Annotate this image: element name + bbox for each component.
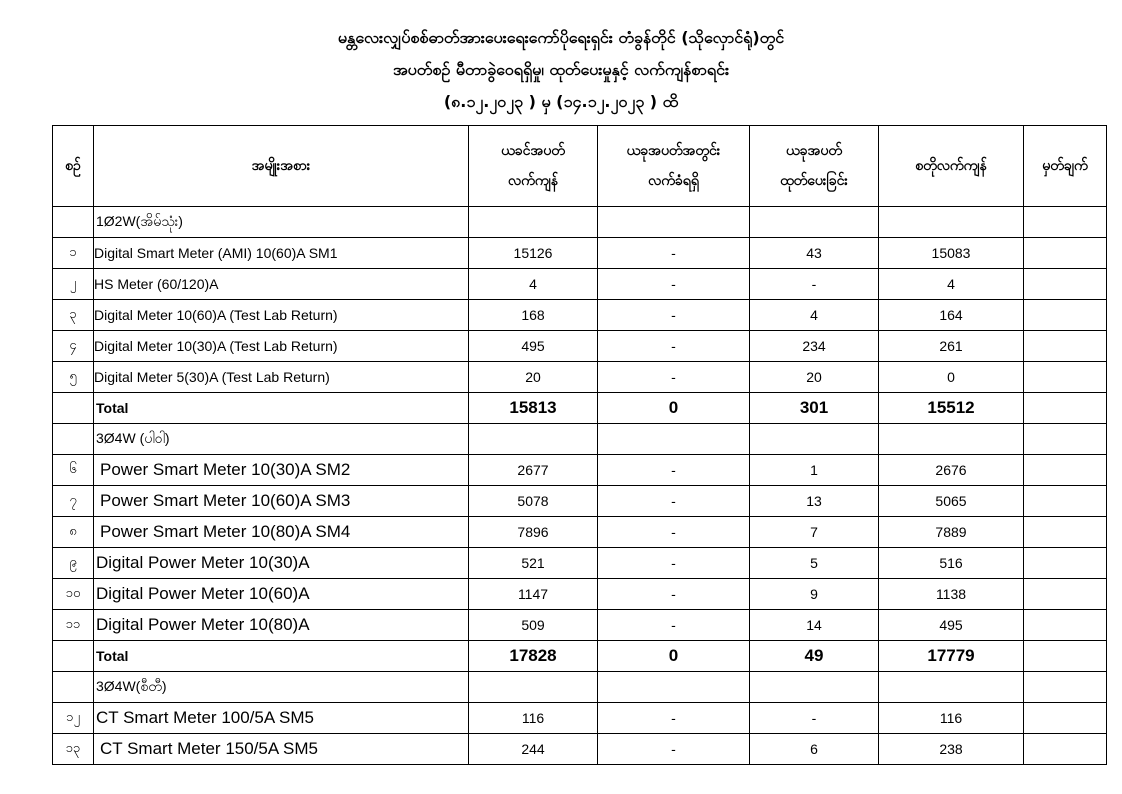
row-item: HS Meter (60/120)A (94, 269, 469, 300)
row-balance: 164 (879, 300, 1024, 331)
row-balance: 0 (879, 362, 1024, 393)
row-issued: 4 (750, 300, 879, 331)
row-prev: 2677 (469, 455, 598, 486)
total-row (53, 641, 1107, 672)
row-no: ၁၂ (53, 703, 94, 734)
row-issued: 20 (750, 362, 879, 393)
row-received: - (598, 703, 750, 734)
title-line-3: (၈.၁၂.၂၀၂၃ ) မှ (၁၄.၁၂.၂၀၂၃ ) ထိ (443, 92, 679, 111)
table-row (53, 455, 1107, 486)
total-prev: 17828 (469, 641, 598, 672)
row-issued: 6 (750, 734, 879, 765)
total-issued: 301 (750, 393, 879, 424)
row-no: ၅ (53, 362, 94, 393)
row-prev: 244 (469, 734, 598, 765)
header-no: စဉ် (53, 126, 94, 207)
total-balance: 17779 (879, 641, 1024, 672)
row-remark (1024, 734, 1107, 765)
table-row (53, 269, 1107, 300)
table-row (53, 517, 1107, 548)
total-received: 0 (598, 641, 750, 672)
section-label: 3Ø4W(စီတီ) (94, 672, 469, 703)
row-balance: 116 (879, 703, 1024, 734)
row-remark (1024, 362, 1107, 393)
total-received: 0 (598, 393, 750, 424)
header-received (598, 126, 750, 207)
row-received: - (598, 486, 750, 517)
table-row (53, 331, 1107, 362)
row-prev: 521 (469, 548, 598, 579)
row-remark (1024, 517, 1107, 548)
row-no: ၆ (53, 455, 94, 486)
header-prev-balance-line1: ယခင်အပတ် (501, 143, 565, 159)
row-item: Digital Meter 10(60)A (Test Lab Return) (94, 300, 469, 331)
row-received: - (598, 517, 750, 548)
row-item: Digital Meter 10(30)A (Test Lab Return) (94, 331, 469, 362)
total-label: Total (94, 641, 469, 672)
total-prev: 15813 (469, 393, 598, 424)
row-balance: 495 (879, 610, 1024, 641)
row-no: ၁၀ (53, 579, 94, 610)
header-issued-line1: ယခုအပတ် (786, 143, 842, 159)
row-no: ၄ (53, 331, 94, 362)
row-issued: 234 (750, 331, 879, 362)
row-item: Power Smart Meter 10(60)A SM3 (94, 486, 469, 517)
row-remark (1024, 269, 1107, 300)
title-line-1: မန္တလေးလျှပ်စစ်ဓာတ်အားပေးရေးကော်ပိုရေးရှင်း တံခွန်တိုင် (သိုလှောင်ရုံ)တွင် (337, 28, 785, 47)
row-remark (1024, 610, 1107, 641)
total-label: Total (94, 393, 469, 424)
table-header-row (53, 126, 1107, 207)
row-no: ၈ (53, 517, 94, 548)
row-issued: - (750, 703, 879, 734)
header-prev-balance-line2: လက်ကျန် (508, 173, 558, 189)
row-prev: 4 (469, 269, 598, 300)
row-prev: 168 (469, 300, 598, 331)
row-received: - (598, 579, 750, 610)
row-received: - (598, 269, 750, 300)
row-remark (1024, 455, 1107, 486)
section-label: 3Ø4W (ပါဝါ) (94, 424, 469, 455)
title-line-2: အပတ်စဉ် မီတာခွဲဝေရရှိမှု၊ ထုတ်ပေးမှုနှင့် လက်ကျန်စာရင်း (392, 60, 730, 79)
row-issued: 9 (750, 579, 879, 610)
row-item: Digital Power Meter 10(30)A (94, 548, 469, 579)
row-prev: 7896 (469, 517, 598, 548)
row-no: ၁၁ (53, 610, 94, 641)
row-balance: 2676 (879, 455, 1024, 486)
row-balance: 1138 (879, 579, 1024, 610)
row-balance: 261 (879, 331, 1024, 362)
row-no: ၁၃ (53, 734, 94, 765)
row-no: ၁ (53, 238, 94, 269)
header-stock-balance: စတိုလက်ကျန် (879, 126, 1024, 207)
header-received-line2: လက်ခံရရှိ (648, 173, 699, 189)
row-received: - (598, 238, 750, 269)
row-item: Digital Power Meter 10(80)A (94, 610, 469, 641)
header-prev-balance (469, 126, 598, 207)
table-row (53, 734, 1107, 765)
row-prev: 20 (469, 362, 598, 393)
row-balance: 4 (879, 269, 1024, 300)
header-remark: မှတ်ချက် (1024, 126, 1107, 207)
row-prev: 15126 (469, 238, 598, 269)
total-row (53, 393, 1107, 424)
row-remark (1024, 579, 1107, 610)
row-balance: 7889 (879, 517, 1024, 548)
row-remark (1024, 703, 1107, 734)
row-no: ၉ (53, 548, 94, 579)
table-row (53, 548, 1107, 579)
row-received: - (598, 610, 750, 641)
section-row (53, 424, 1107, 455)
table-row (53, 610, 1107, 641)
row-received: - (598, 362, 750, 393)
table-row (53, 300, 1107, 331)
row-remark (1024, 548, 1107, 579)
row-prev: 1147 (469, 579, 598, 610)
row-received: - (598, 734, 750, 765)
header-issued (750, 126, 879, 207)
total-balance: 15512 (879, 393, 1024, 424)
row-item: Digital Meter 5(30)A (Test Lab Return) (94, 362, 469, 393)
section-label: 1Ø2W(အိမ်သုံး) (94, 207, 469, 238)
row-prev: 495 (469, 331, 598, 362)
row-remark (1024, 238, 1107, 269)
row-issued: 13 (750, 486, 879, 517)
table-row (53, 362, 1107, 393)
row-prev: 116 (469, 703, 598, 734)
row-received: - (598, 331, 750, 362)
row-item: Power Smart Meter 10(30)A SM2 (94, 455, 469, 486)
row-balance: 15083 (879, 238, 1024, 269)
row-remark (1024, 486, 1107, 517)
header-item-type: အမျိုးအစား (94, 126, 469, 207)
row-remark (1024, 331, 1107, 362)
section-row (53, 672, 1107, 703)
total-issued: 49 (750, 641, 879, 672)
row-no: ၂ (53, 269, 94, 300)
header-issued-line2: ထုတ်ပေးခြင်း (780, 173, 848, 189)
row-item: Digital Smart Meter (AMI) 10(60)A SM1 (94, 238, 469, 269)
table-row (53, 486, 1107, 517)
row-received: - (598, 300, 750, 331)
row-item: Digital Power Meter 10(60)A (94, 579, 469, 610)
row-issued: 5 (750, 548, 879, 579)
table-row (53, 703, 1107, 734)
row-prev: 509 (469, 610, 598, 641)
table-row (53, 238, 1107, 269)
row-balance: 516 (879, 548, 1024, 579)
row-no: ၃ (53, 300, 94, 331)
section-row (53, 207, 1107, 238)
row-item: CT Smart Meter 100/5A SM5 (94, 703, 469, 734)
row-balance: 238 (879, 734, 1024, 765)
row-item: Power Smart Meter 10(80)A SM4 (94, 517, 469, 548)
row-no: ၇ (53, 486, 94, 517)
row-received: - (598, 548, 750, 579)
row-prev: 5078 (469, 486, 598, 517)
row-item: CT Smart Meter 150/5A SM5 (94, 734, 469, 765)
row-remark (1024, 300, 1107, 331)
row-issued: 14 (750, 610, 879, 641)
report-title (0, 22, 1122, 118)
row-received: - (598, 455, 750, 486)
row-issued: 1 (750, 455, 879, 486)
meter-stock-table (52, 125, 1107, 765)
row-balance: 5065 (879, 486, 1024, 517)
row-issued: 43 (750, 238, 879, 269)
header-received-line1: ယခုအပတ်အတွင်း (626, 143, 721, 159)
table-row (53, 579, 1107, 610)
row-issued: 7 (750, 517, 879, 548)
row-issued: - (750, 269, 879, 300)
